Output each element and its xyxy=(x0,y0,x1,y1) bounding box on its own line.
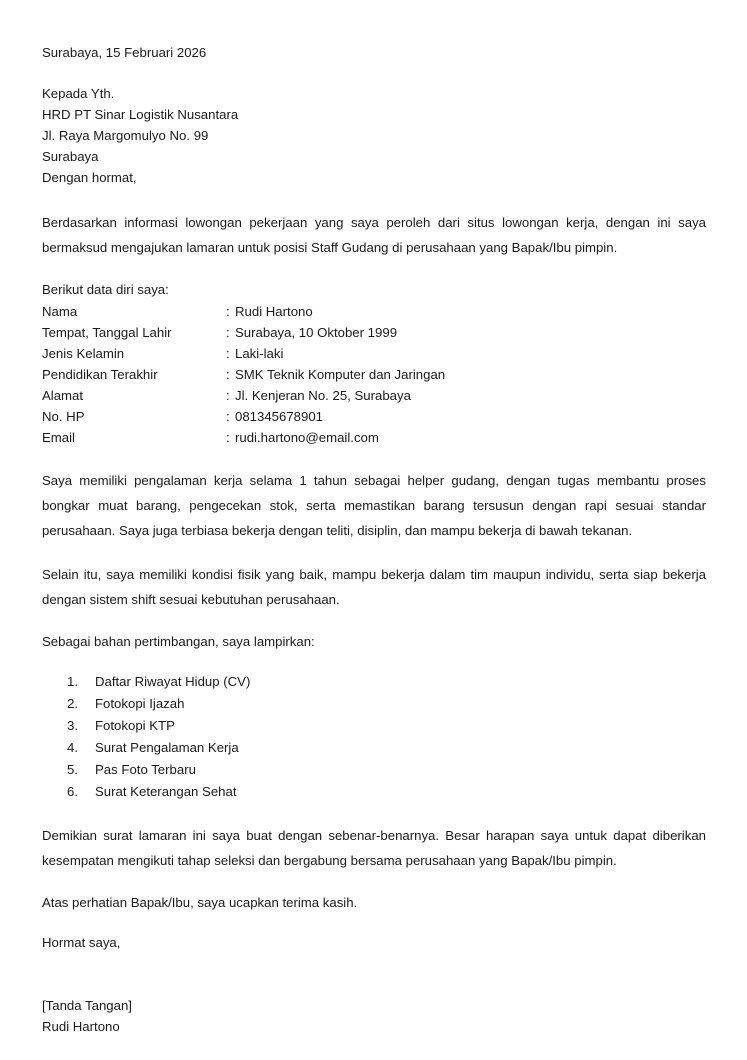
signature-placeholder: [Tanda Tangan] xyxy=(42,998,132,1013)
table-row xyxy=(42,427,706,448)
list-item-number: 4. xyxy=(67,740,78,755)
data-label: Nama xyxy=(42,304,78,319)
data-value xyxy=(226,301,706,322)
colon-separator: : xyxy=(226,367,230,382)
list-item-label: Surat Keterangan Sehat xyxy=(95,784,237,799)
signer-name: Rudi Hartono xyxy=(42,1019,120,1034)
attachments-intro: Sebagai bahan pertimbangan, saya lampirkan: xyxy=(42,634,315,649)
list-item-number: 2. xyxy=(67,696,78,711)
data-value-text: rudi.hartono@email.com xyxy=(235,430,379,445)
personal-data-table xyxy=(42,301,706,448)
list-item-label: Daftar Riwayat Hidup (CV) xyxy=(95,674,251,689)
data-value-text: Jl. Kenjeran No. 25, Surabaya xyxy=(235,388,411,403)
list-item-label: Fotokopi Ijazah xyxy=(95,696,185,711)
list-item-number: 1. xyxy=(67,674,78,689)
list-item-label: Fotokopi KTP xyxy=(95,718,175,733)
colon-separator: : xyxy=(226,325,230,340)
data-value xyxy=(226,385,706,406)
data-value-text: SMK Teknik Komputer dan Jaringan xyxy=(235,367,446,382)
personal-data-rows xyxy=(42,301,706,448)
data-value xyxy=(226,406,706,427)
data-label: Pendidikan Terakhir xyxy=(42,367,158,382)
signoff-line: Hormat saya, xyxy=(42,935,121,950)
colon-separator: : xyxy=(226,430,230,445)
thanks-line: Atas perhatian Bapak/Ibu, saya ucapkan terima kasih. xyxy=(42,895,358,910)
colon-separator: : xyxy=(226,346,230,361)
list-item-label: Surat Pengalaman Kerja xyxy=(95,740,239,755)
list-item-number: 5. xyxy=(67,762,78,777)
list-item xyxy=(42,693,706,715)
table-row xyxy=(42,322,706,343)
qualities-paragraph: Selain itu, saya memiliki kondisi fisik yang baik, mampu bekerja dalam tim maupun individu, serta siap bekerja dengan sistem shift sesuai kebutuhan perusahaan. xyxy=(42,567,706,607)
data-value-text: Laki-laki xyxy=(235,346,284,361)
table-row xyxy=(42,385,706,406)
table-row xyxy=(42,343,706,364)
list-item-number: 6. xyxy=(67,784,78,799)
data-value xyxy=(226,427,706,448)
opening-paragraph: Berdasarkan informasi lowongan pekerjaan yang saya peroleh dari situs lowongan kerja, dengan ini saya bermaksud mengajukan lamaran untuk posisi Staff Gudang di perusahaan yang Bapak/Ibu pimpin. xyxy=(42,215,706,255)
recipient-line-1: Kepada Yth. xyxy=(42,86,115,101)
place-date-line: Surabaya, 15 Februari 2026 xyxy=(42,45,207,60)
experience-paragraph: Saya memiliki pengalaman kerja selama 1 tahun sebagai helper gudang, dengan tugas membantu proses bongkar muat barang, pengecekan stok, serta memastikan barang tersusun dengan rapi sesuai standar perusahaan. Saya juga terbiasa bekerja dengan teliti, disiplin, dan mampu bekerja di bawah tekanan. xyxy=(42,473,706,538)
list-item xyxy=(42,715,706,737)
list-item xyxy=(42,737,706,759)
data-value-text: Rudi Hartono xyxy=(235,304,313,319)
table-row xyxy=(42,364,706,385)
list-item-number: 3. xyxy=(67,718,78,733)
letter-body xyxy=(42,42,706,1037)
colon-separator: : xyxy=(226,388,230,403)
recipient-company: HRD PT Sinar Logistik Nusantara xyxy=(42,107,239,122)
list-item-label: Pas Foto Terbaru xyxy=(95,762,196,777)
list-item xyxy=(42,671,706,693)
salutation: Dengan hormat, xyxy=(42,170,137,185)
data-label: Jenis Kelamin xyxy=(42,346,125,361)
table-row xyxy=(42,301,706,322)
data-value xyxy=(226,322,706,343)
colon-separator: : xyxy=(226,409,230,424)
data-value xyxy=(226,343,706,364)
recipient-city: Surabaya xyxy=(42,149,99,164)
data-value-text: 081345678901 xyxy=(235,409,324,424)
data-label: Alamat xyxy=(42,388,84,403)
data-value xyxy=(226,364,706,385)
data-value-text: Surabaya, 10 Oktober 1999 xyxy=(235,325,398,340)
list-item xyxy=(42,781,706,803)
signature-space xyxy=(42,953,706,995)
list-item xyxy=(42,759,706,781)
closing-paragraph: Demikian surat lamaran ini saya buat dengan sebenar-benarnya. Besar harapan saya untuk dapat diberikan kesempatan mengikuti tahap seleksi dan bergabung bersama perusahaan yang Bapak/Ibu pimpin. xyxy=(42,828,706,868)
recipient-block xyxy=(42,83,706,188)
attachments-list xyxy=(42,671,706,803)
data-label: Email xyxy=(42,430,75,445)
personal-data-intro: Berikut data diri saya: xyxy=(42,282,169,297)
data-label: Tempat, Tanggal Lahir xyxy=(42,325,172,340)
recipient-street: Jl. Raya Margomulyo No. 99 xyxy=(42,128,209,143)
table-row xyxy=(42,406,706,427)
colon-separator: : xyxy=(226,304,230,319)
data-label: No. HP xyxy=(42,409,85,424)
